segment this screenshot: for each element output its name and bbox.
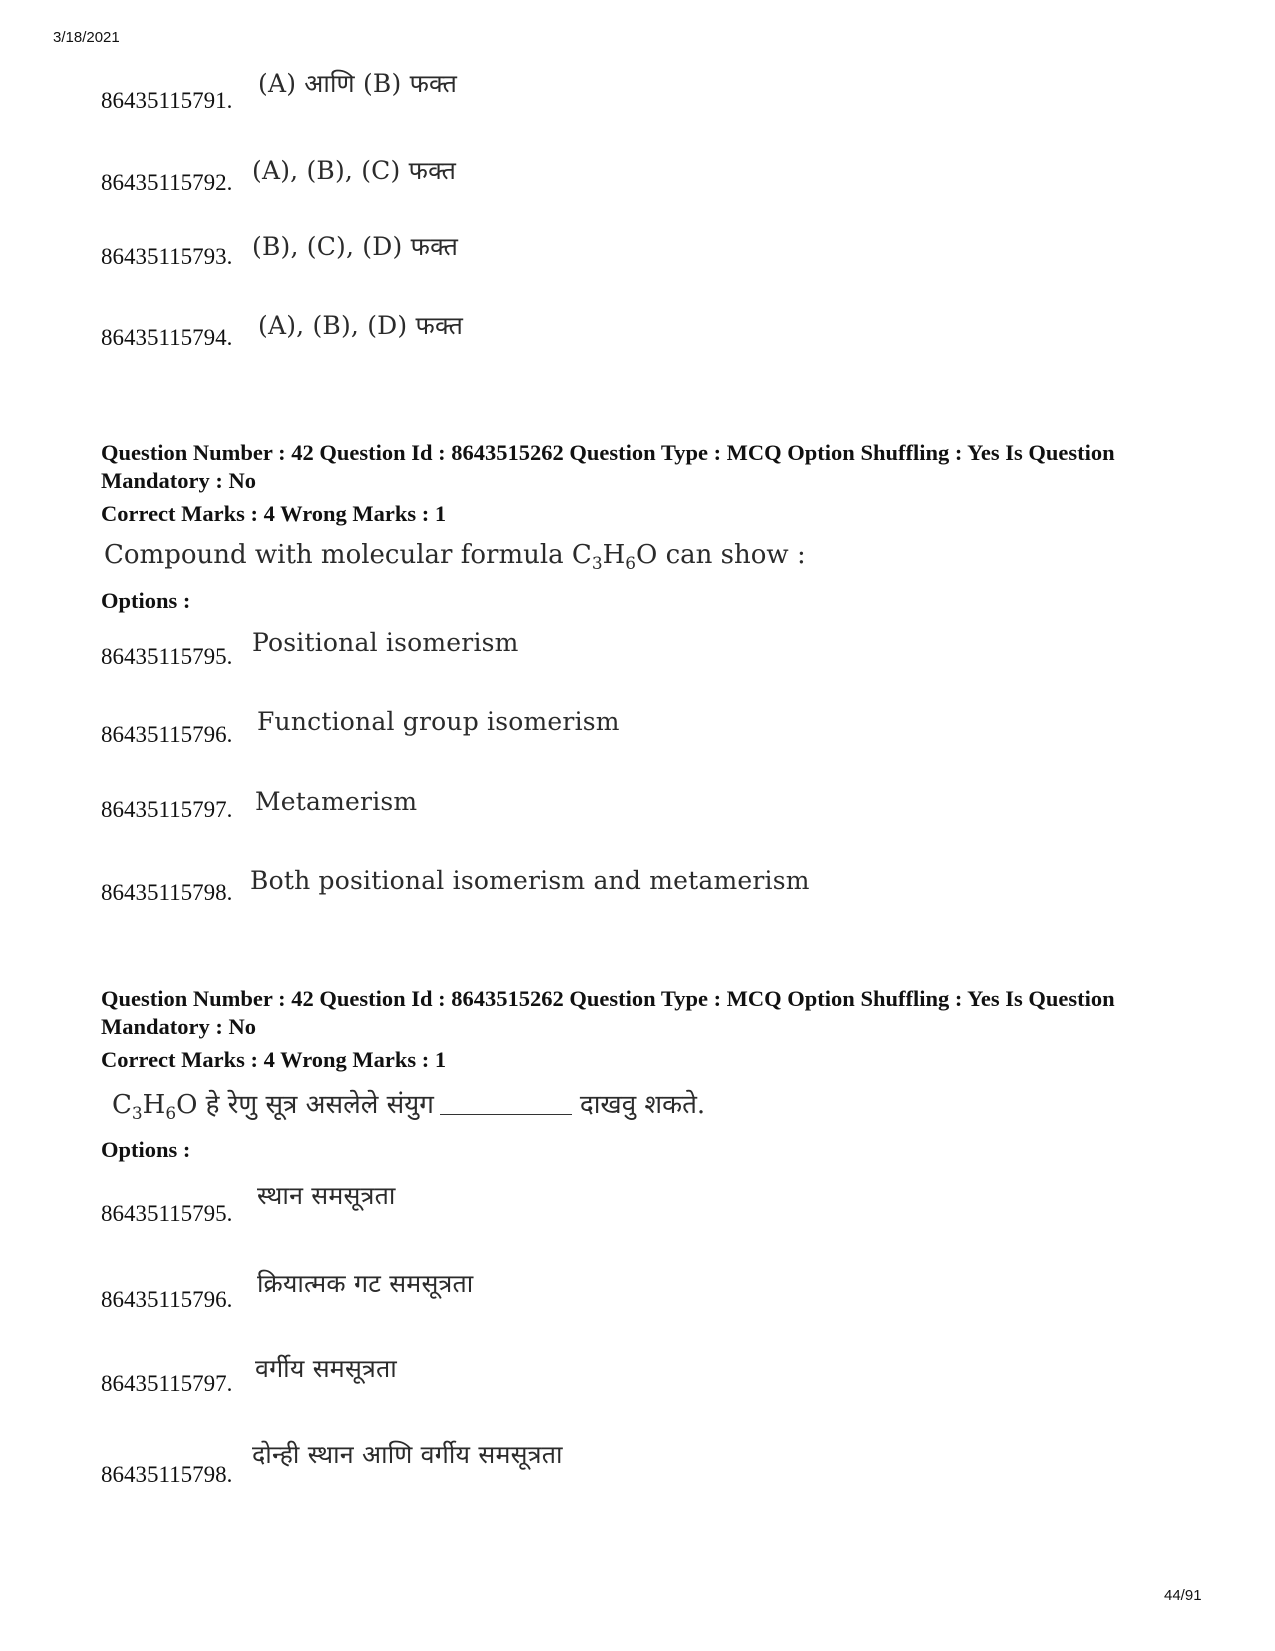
- option-id: 86435115798.: [101, 1462, 233, 1487]
- question-header: Question Number : 42 Question Id : 8643515262 Question Type : MCQ Option Shuffling : Yes Is Question Mandatory : No: [101, 440, 1115, 493]
- option-text: (B), (C), (D) फक्त: [252, 232, 459, 261]
- option-text: Positional isomerism: [252, 628, 519, 657]
- option-text: क्रियात्मक गट समसूत्रता: [257, 1269, 474, 1298]
- answer-blank: [440, 1114, 572, 1115]
- option-text: Metamerism: [255, 787, 418, 816]
- option-id: 86435115795.: [101, 644, 233, 669]
- option-text: (A), (B), (D) फक्त: [258, 311, 464, 340]
- question-marks: Correct Marks : 4 Wrong Marks : 1: [101, 1047, 447, 1072]
- page-number: 44/91: [1164, 1587, 1202, 1604]
- options-label: Options :: [101, 1137, 191, 1162]
- option-id: 86435115796.: [101, 1287, 233, 1312]
- option-id: 86435115792.: [101, 170, 233, 195]
- option-text: स्थान समसूत्रता: [257, 1181, 396, 1210]
- option-id: 86435115791.: [101, 88, 233, 113]
- option-text: Functional group isomerism: [257, 707, 620, 736]
- option-id: 86435115796.: [101, 722, 233, 747]
- print-date: 3/18/2021: [53, 29, 120, 46]
- option-id: 86435115793.: [101, 244, 233, 269]
- question-text: $C_3H_6O$ हे रेणु सूत्र असलेले संयुग दाखवु शकते.: [112, 1090, 706, 1123]
- option-id: 86435115798.: [101, 880, 233, 905]
- option-text: Both positional isomerism and metamerism: [250, 866, 810, 895]
- options-label: Options :: [101, 588, 191, 613]
- question-text: Compound with molecular formula $C_3H_6O$ can show :: [104, 540, 806, 573]
- option-id: 86435115797.: [101, 1371, 233, 1396]
- option-id: 86435115794.: [101, 325, 233, 350]
- option-text: दोन्ही स्थान आणि वर्गीय समसूत्रता: [252, 1440, 563, 1469]
- question-header: Question Number : 42 Question Id : 8643515262 Question Type : MCQ Option Shuffling : Yes Is Question Mandatory : No: [101, 986, 1115, 1039]
- option-text: वर्गीय समसूत्रता: [255, 1354, 397, 1383]
- option-text: (A), (B), (C) फक्त: [252, 156, 457, 185]
- option-id: 86435115797.: [101, 797, 233, 822]
- option-id: 86435115795.: [101, 1201, 233, 1226]
- option-text: (A) आणि (B) फक्त: [258, 69, 458, 98]
- question-marks: Correct Marks : 4 Wrong Marks : 1: [101, 501, 447, 526]
